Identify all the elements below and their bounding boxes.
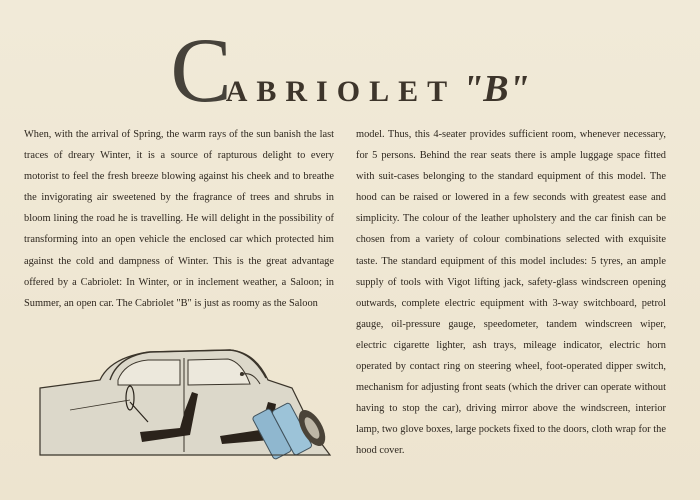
- right-column-paragraph: model. Thus, this 4-seater provides sufficient room, whenever necessary, for 5 persons. Behind the rear seats there is ample luggage space fitted with suit-cases belonging to the standard equipment of this model. The hood can be raised or lowered in a few seconds with greatest ease and simplicity. The colour of the leather upholstery and the car finish can be chosen from a variety of colour combinations selected with exquisite taste. The standard equipment of this model includes: 5 tyres, an ample supply of tools with Vigot lifting jack, safety-glass windscreen opening outwards, complete electric equipment with 3-way switchboard, petrol gauge, oil-pressure gauge, speedometer, tandem windscreen wiper, electric cigarette lighter, ash trays, mileage indicator, electric horn operated by contact ring on steering wheel, foot-operated dipper switch, mechanism for adjusting front seats (which the driver can operate without having to stop the car), driving mirror above the windscreen, interior lamp, two glove boxes, large pockets fixed to the doors, cloth wrap for the hood cover.: [356, 129, 666, 457]
- text-column-right: [356, 124, 666, 462]
- text-column-left: [24, 124, 334, 314]
- left-column-paragraph: When, with the arrival of Spring, the warm rays of the sun banish the last traces of dreary Winter, it is a source of rapturous delight to every motorist to feel the fresh breeze blowing against his cheek and to breathe the invigorating air sweetened by the fragrance of trees and shrubs in bloom lining the road he is travelling. He will delight in the possibility of transforming into an open vehicle the enclosed car which protected him against the cold and dampness of Winter. This is the great advantage offered by a Cabriolet: In Winter, or in inclement weather, a Saloon; in Summer, an open car. The Cabriolet "B" is just as roomy as the Saloon: [24, 129, 334, 309]
- page-title: [0, 19, 700, 121]
- title-suffix: "B": [462, 68, 530, 110]
- title-rest: ABRIOLET: [225, 75, 457, 108]
- cabriolet-cutaway-illustration: [30, 340, 350, 480]
- title-initial: C: [170, 19, 232, 121]
